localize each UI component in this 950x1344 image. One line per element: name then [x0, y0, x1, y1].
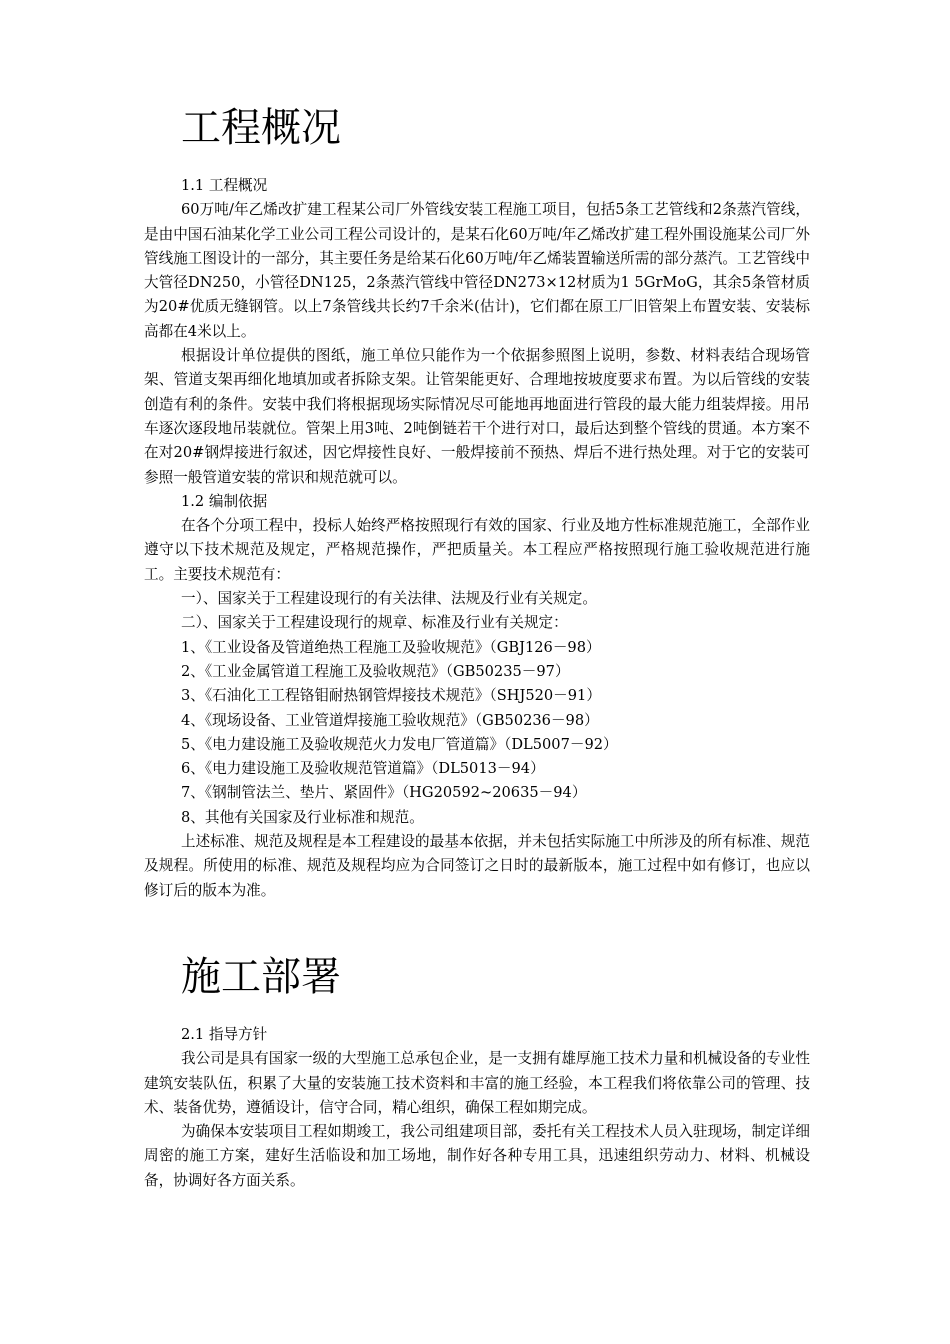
list-item: 二）、国家关于工程建设现行的规章、标准及行业有关规定： [181, 614, 568, 632]
list-item: 5、《电力建设施工及验收规范火力发电厂管道篇》（DL5007－92） [181, 735, 618, 753]
subheading-1-1: 1.1 工程概况 [181, 177, 268, 194]
section-heading-deployment: 施工部署 [181, 953, 341, 1000]
paragraph: 上述标准、规范及规程是本工程建设的最基本依据，并未包括实际施工中所涉及的所有标准、规范及规程。所使用的标准、规范及规程均应为合同签订之日时的最新版本，施工过程中如有修订，也应以修订后的版本为准。 [144, 833, 810, 899]
subheading-1-2: 1.2 编制依据 [181, 492, 268, 510]
document-body [144, 98, 810, 1193]
paragraph: 在各个分项工程中，投标人始终严格按照现行有效的国家、行业及地方性标准规范施工，全部作业遵守以下技术规范及规定，严格规范操作，严把质量关。本工程应严格按照现行施工验收规范进行施工。主要技术规范有： [144, 517, 810, 583]
paragraph: 我公司是具有国家一级的大型施工总承包企业，是一支拥有雄厚施工技术力量和机械设备的专业性建筑安装队伍，积累了大量的安装施工技术资料和丰富的施工经验，本工程我们将依靠公司的管理、技术、装备优势，遵循设计，信守合同，精心组织，确保工程如期完成。 [144, 1050, 810, 1116]
list-item: 1、《工业设备及管道绝热工程施工及验收规范》（GBJ126－98） [181, 638, 601, 656]
list-item: 4、《现场设备、工业管道焊接施工验收规范》（GB50236－98） [181, 711, 599, 729]
paragraph: 60万吨/年乙烯改扩建工程某公司厂外管线安装工程施工项目，包括5条工艺管线和2条蒸汽管线，是由中国石油某化学工业公司工程公司设计的，是某石化60万吨/年乙烯改扩建工程外围设施某公司厂外管线施工图设计的一部分，其主要任务是给某石化60万吨/年乙烯装置输送所需的部分蒸汽。工艺管线中大管径DN250，小管径DN125，2条蒸汽管线中管径DN273×12材质为1 5GrMoG，其余5条管材质为20#优质无缝钢管。以上7条管线共长约7千余米(估计)，它们都在原工厂旧管架上布置安装、安装标高都在4米以上。 [144, 201, 810, 340]
list-item: 6、《电力建设施工及验收规范管道篇》（DL5013－94） [181, 760, 545, 778]
paragraph: 根据设计单位提供的图纸，施工单位只能作为一个依据参照图上说明，参数、材料表结合现场管架、管道支架再细化地填加或者拆除支架。让管架能更好、合理地按坡度要求布置。为以后管线的安装创造有利的条件。安装中我们将根据现场实际情况尽可能地再地面进行管段的最大能力组装焊接。用吊车逐次逐段地吊装就位。管架上用3吨、2吨倒链若干个进行对口，最后达到整个管线的贯通。本方案不在对20#钢焊接进行叙述，因它焊接性良好、一般焊接前不预热、焊后不进行热处理。对于它的安装可参照一般管道安装的常识和规范就可以。 [144, 347, 810, 486]
list-item: 一）、国家关于工程建设现行的有关法律、法规及行业有关规定。 [181, 590, 597, 608]
list-item: 2、《工业金属管道工程施工及验收规范》（GB50235－97） [181, 662, 570, 680]
list-item: 8、其他有关国家及行业标准和规范。 [181, 808, 424, 826]
paragraph: 为确保本安装项目工程如期竣工，我公司组建项目部，委托有关工程技术人员入驻现场，制定详细周密的施工方案，建好生活临设和加工场地，制作好各种专用工具，迅速组织劳动力、材料、机械设备，协调好各方面关系。 [144, 1123, 810, 1189]
list-item: 3、《石油化工工程铬钼耐热钢管焊接技术规范》（SHJ520－91） [181, 687, 601, 705]
section-heading-overview: 工程概况 [181, 105, 341, 151]
list-item: 7、《钢制管法兰、垫片、紧固件》（HG20592~20635－94） [181, 784, 587, 802]
subheading-2-1: 2.1 指导方针 [181, 1025, 268, 1043]
